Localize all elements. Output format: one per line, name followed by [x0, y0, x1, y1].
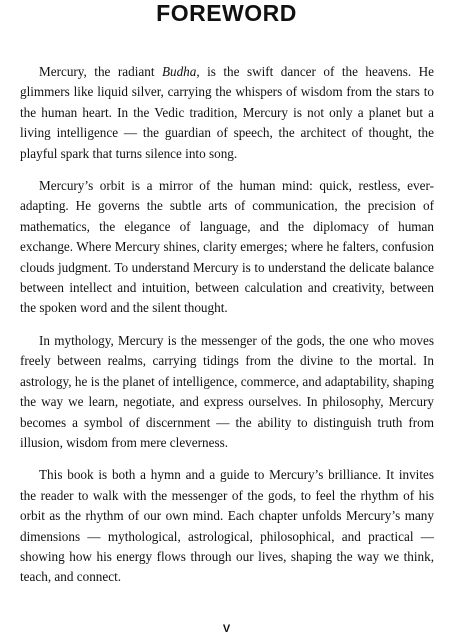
paragraph-1-lead: Mercury, the radiant: [39, 64, 162, 79]
paragraph-1: [20, 62, 434, 164]
paragraph-4: This book is both a hymn and a guide to Mercury’s brilliance. It invites the reader to walk with the messenger of the gods, to feel the rhythm of his orbit as the rhythm of our own mind. Each chapter unfolds Mercury’s many dimensions — mythological, astrological, philosophical, and practical — showing how his energy flows through our lives, shaping the way we think, teach, and connect.: [20, 467, 434, 585]
paragraph-3: In mythology, Mercury is the messenger of the gods, the one who moves freely between realms, carrying tidings from the divine to the mortal. In astrology, he is the planet of intelligence, commerce, and adaptability, shaping the way we learn, negotiate, and express ourselves. In philosophy, Mercury becomes a symbol of discernment — the ability to distinguish truth from illusion, wisdom from mere cleverness.: [20, 332, 434, 450]
foreword-body: [20, 62, 434, 600]
paragraph-1-italic-term: Budha: [161, 64, 197, 79]
paragraph-2: Mercury’s orbit is a mirror of the human mind: quick, restless, ever-adapting. He governs the subtle arts of communication, the precision of mathematics, the elegance of language, and the diplomacy of human exchange. Where Mercury shines, clarity emerges; where he falters, confusion clouds judgment. To understand Mercury is to understand the delicate balance between intellect and intuition, between calculation and creativity, between the spoken word and the silent thought.: [20, 178, 434, 316]
page-title: FOREWORD: [156, 0, 297, 26]
page-number: V: [222, 623, 231, 635]
paragraph-1-rest: , is the swift dancer of the heavens. He glimmers like liquid silver, carrying the whispers of wisdom from the stars to the human heart. In the Vedic tradition, Mercury is not only a planet but a living intelligence — the guardian of speech, the architect of thought, the playful spark that turns silence into song.: [20, 64, 434, 161]
